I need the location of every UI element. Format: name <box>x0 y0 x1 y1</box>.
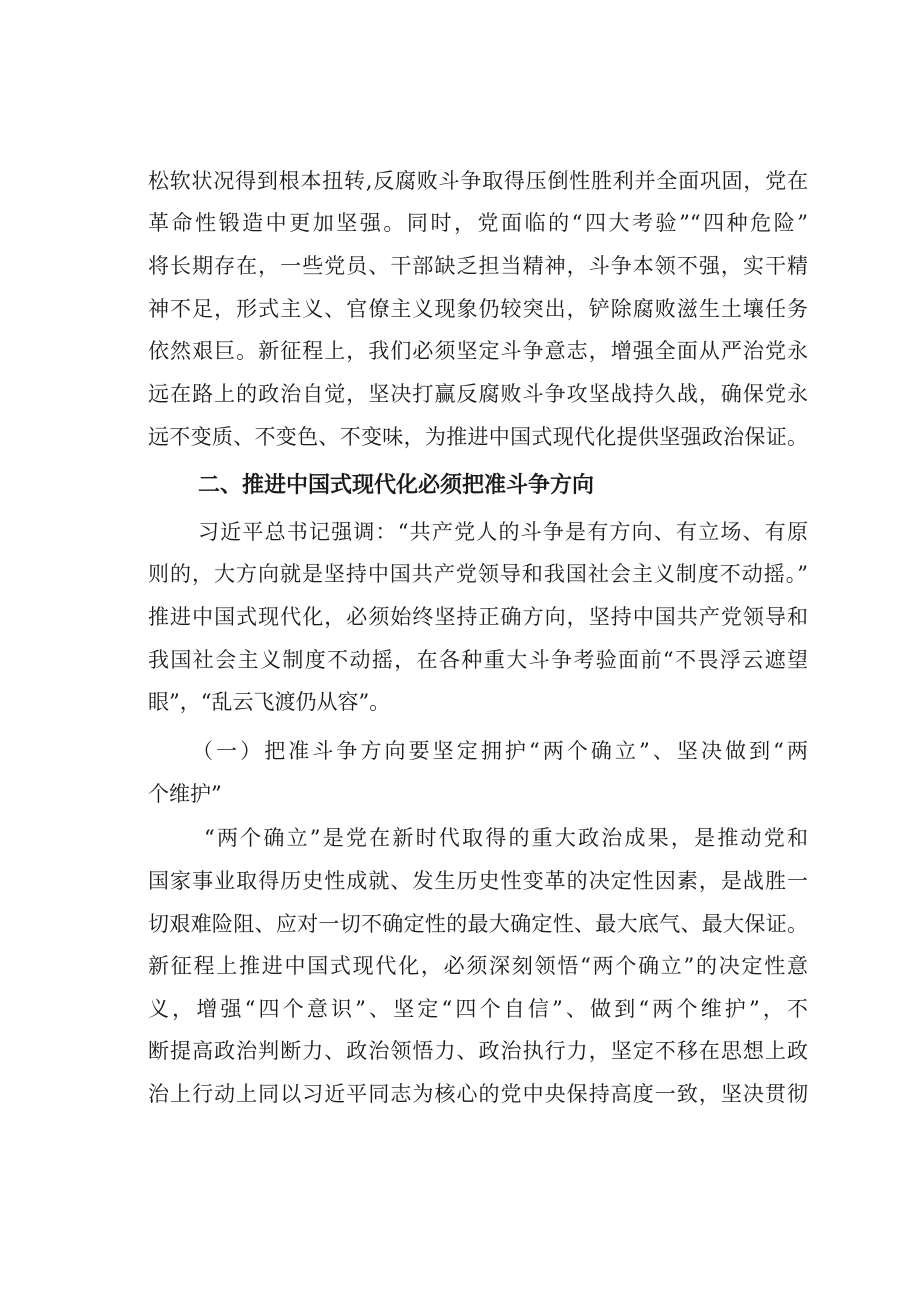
section-heading: 二、推进中国式现代化必须把准斗争方向 <box>198 473 595 498</box>
paragraph-1-line: 远在路上的政治自觉，坚决打赢反腐败斗争攻坚战持久战，确保党永 <box>148 382 808 406</box>
paragraph-2-line: 习近平总书记强调：“共产党人的斗争是有方向、有立场、有原 <box>198 520 808 544</box>
paragraph-3-line: 断提高政治判断力、政治领悟力、政治执行力，坚定不移在思想上政 <box>148 1039 808 1063</box>
paragraph-1-line: 将长期存在，一些党员、干部缺乏担当精神，斗争本领不强，实干精 <box>148 254 808 278</box>
paragraph-3-line: 切艰难险阻、应对一切不确定性的最大确定性、最大底气、最大保证。 <box>148 912 808 936</box>
paragraph-3-line: 义，增强“四个意识”、坚定“四个自信”、做到“两个维护”，不 <box>148 997 808 1021</box>
paragraph-3-line: 国家事业取得历史性成就、发生历史性变革的决定性因素，是战胜一 <box>148 869 808 893</box>
paragraph-1-line: 神不足，形式主义、官僚主义现象仍较突出，铲除腐败滋生土壤任务 <box>148 297 808 321</box>
paragraph-3-line: “两个确立”是党在新时代取得的重大政治成果，是推动党和 <box>204 826 808 850</box>
paragraph-1-line: 松软状况得到根本扭转,反腐败斗争取得压倒性胜利并全面巩固，党在 <box>148 169 808 193</box>
paragraph-3-line: 新征程上推进中国式现代化，必须深刻领悟“两个确立”的决定性意 <box>148 954 808 978</box>
paragraph-2-line: 眼”，“乱云飞渡仍从容”。 <box>148 690 391 714</box>
paragraph-1-line: 革命性锻造中更加坚强。同时，党面临的“四大考验”“四种危险” <box>148 211 808 235</box>
subheading-line: （一）把准斗争方向要坚定拥护“两个确立”、坚决做到“两 <box>192 739 808 763</box>
paragraph-1-line: 依然艰巨。新征程上，我们必须坚定斗争意志，增强全面从严治党永 <box>148 339 808 363</box>
paragraph-2-line: 则的，大方向就是坚持中国共产党领导和我国社会主义制度不动摇。” <box>148 562 808 586</box>
paragraph-1-line: 远不变质、不变色、不变味，为推进中国式现代化提供坚强政治保证。 <box>148 425 808 449</box>
paragraph-2-line: 我国社会主义制度不动摇，在各种重大斗争考验面前“不畏浮云遮望 <box>148 648 808 672</box>
subheading-line: 个维护” <box>148 782 222 806</box>
paragraph-3-line: 治上行动上同以习近平同志为核心的党中央保持高度一致，坚决贯彻 <box>148 1082 808 1106</box>
paragraph-2-line: 推进中国式现代化，必须始终坚持正确方向，坚持中国共产党领导和 <box>148 605 808 629</box>
